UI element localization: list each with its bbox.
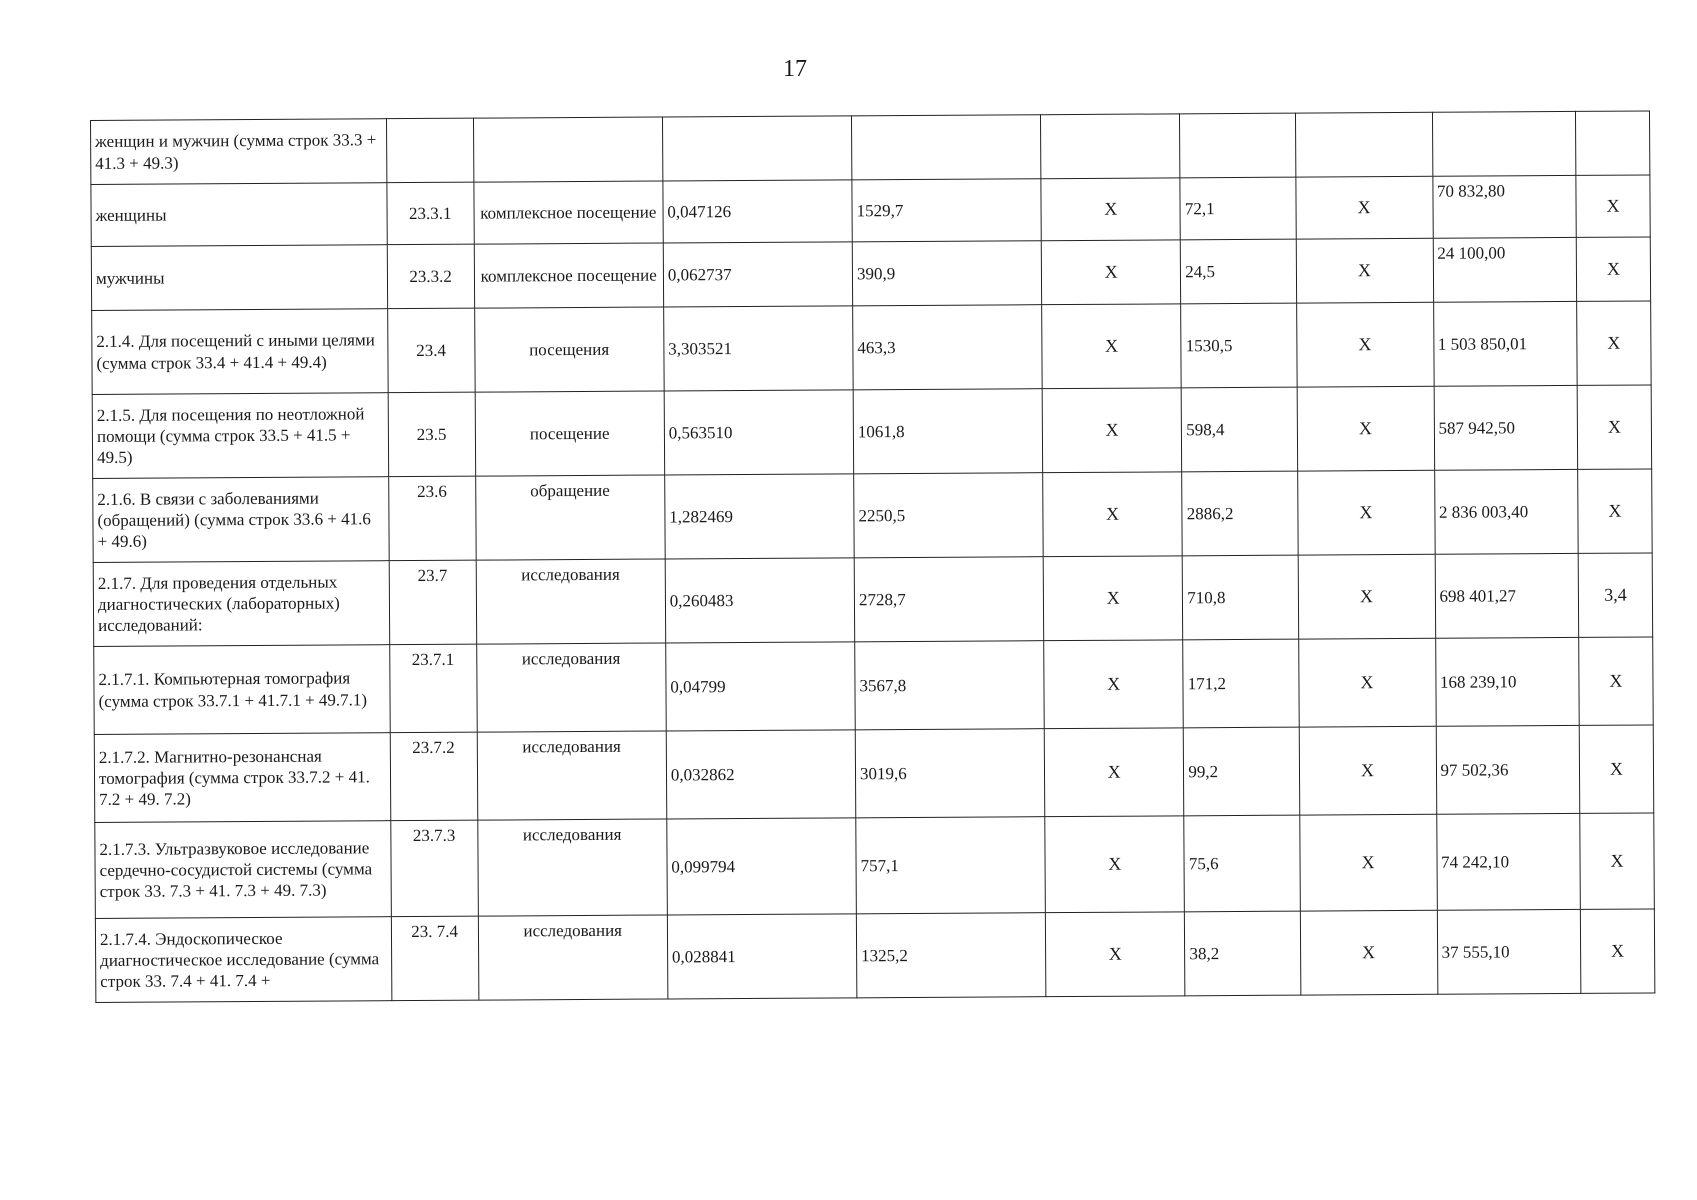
cell-per-capita: 38,2 (1185, 911, 1301, 996)
table-body (91, 111, 1655, 1003)
cell-col8: X (1298, 638, 1436, 727)
table-row (93, 553, 1652, 647)
cell-per-capita: 72,1 (1180, 177, 1296, 240)
cell-row-code: 23.7.1 (389, 644, 477, 733)
cell-col10: 3,4 (1578, 553, 1653, 637)
cell-normative-cost: 1325,2 (856, 913, 1046, 998)
cell-col6 (1041, 114, 1181, 179)
cell-col10: X (1577, 385, 1652, 469)
cell-col6: X (1044, 640, 1184, 729)
cell-unit: исследования (477, 731, 667, 820)
cell-normative-cost: 2250,5 (854, 473, 1044, 558)
cell-col10: X (1579, 725, 1654, 813)
cell-unit: посещение (475, 391, 665, 476)
cell-normative-volume: 0,032862 (666, 730, 856, 819)
cell-col8: X (1298, 554, 1435, 639)
cell-normative-cost: 757,1 (856, 817, 1046, 914)
cell-unit: комплексное посещение (474, 181, 664, 244)
cell-total-cost: 70 832,80 (1432, 175, 1576, 238)
cell-per-capita: 24,5 (1181, 239, 1297, 304)
cell-unit: исследования (477, 819, 667, 916)
cell-col8 (1295, 112, 1432, 177)
cell-col10: X (1577, 301, 1652, 385)
cell-row-code: 23.7 (389, 560, 476, 645)
cell-col6: X (1041, 178, 1181, 241)
cell-indicator: 2.1.7.4. Эндоскопическое диагностическое исследование (сумма строк 33. 7.4 + 41. 7.4 + (95, 917, 391, 1003)
cell-normative-cost: 1061,8 (853, 389, 1043, 474)
cell-normative-cost (851, 115, 1041, 180)
table-row (92, 301, 1651, 395)
cell-col10 (1575, 111, 1649, 175)
cell-normative-volume: 0,062737 (663, 242, 853, 307)
table-container (90, 110, 1655, 1003)
cell-normative-cost: 1529,7 (852, 179, 1042, 242)
cell-unit: обращение (475, 475, 665, 560)
cell-row-code: 23.6 (388, 476, 475, 561)
cell-col10: X (1578, 469, 1653, 553)
cell-normative-cost: 3567,8 (855, 641, 1045, 730)
cell-col8: X (1297, 386, 1434, 471)
table-row (95, 909, 1654, 1003)
table-row (94, 637, 1654, 735)
cell-total-cost: 37 555,10 (1437, 909, 1581, 994)
cell-indicator: 2.1.7. Для проведения отдельных диагностических (лабораторных) исследований: (93, 561, 389, 647)
cell-total-cost: 97 502,36 (1436, 725, 1580, 814)
cell-indicator: 2.1.4. Для посещений с иными целями (сумма строк 33.4 + 41.4 + 49.4) (92, 309, 388, 395)
table-row (93, 469, 1652, 563)
cell-normative-cost: 390,9 (852, 241, 1042, 306)
cell-normative-volume: 0,028841 (667, 914, 857, 999)
cell-per-capita: 99,2 (1184, 727, 1300, 816)
cell-indicator: 2.1.7.3. Ультразвуковое исследование сердечно-сосудистой системы (сумма строк 33. 7.3 + 41. 7.3 + 49. 7.3) (95, 821, 391, 919)
cell-normative-cost: 463,3 (853, 305, 1043, 390)
cell-col6: X (1046, 912, 1186, 997)
cell-col10: X (1576, 175, 1650, 237)
table-row (91, 237, 1650, 311)
cell-total-cost: 24 100,00 (1433, 237, 1577, 302)
cell-indicator: мужчины (91, 245, 387, 311)
cell-col8: X (1299, 726, 1437, 815)
cell-normative-volume: 0,047126 (663, 180, 853, 243)
cell-row-code: 23.4 (387, 308, 474, 393)
cell-col6: X (1041, 240, 1181, 305)
cell-col8: X (1296, 238, 1433, 303)
cell-indicator: 2.1.7.2. Магнитно-резонансная томография (сумма строк 33.7.2 + 41. 7.2 + 49. 7.2) (94, 733, 390, 823)
cell-col6: X (1043, 472, 1183, 557)
cell-row-code: 23.5 (388, 392, 475, 477)
cell-col6: X (1042, 388, 1182, 473)
cell-total-cost: 168 239,10 (1435, 637, 1579, 726)
cell-total-cost: 1 503 850,01 (1433, 301, 1577, 386)
cell-per-capita: 1530,5 (1181, 303, 1297, 388)
cell-row-code: 23.3.2 (387, 244, 474, 309)
cell-total-cost: 74 242,10 (1436, 813, 1580, 910)
cell-row-code: 23.3.1 (387, 182, 474, 245)
cell-col10: X (1576, 237, 1650, 301)
cell-unit (473, 117, 663, 182)
table-row (91, 175, 1650, 247)
cell-col6: X (1044, 728, 1184, 817)
cell-col8: X (1296, 302, 1433, 387)
cell-indicator: 2.1.5. Для посещения по неотложной помощи (сумма строк 33.5 + 41.5 + 49.5) (92, 393, 388, 479)
cell-total-cost: 587 942,50 (1434, 385, 1578, 470)
cell-normative-volume: 1,282469 (665, 474, 855, 559)
cell-unit: посещения (474, 307, 664, 392)
cell-row-code: 23. 7.4 (391, 916, 478, 1001)
cell-per-capita: 75,6 (1184, 815, 1300, 912)
cell-per-capita (1180, 113, 1296, 178)
cell-unit: исследования (476, 559, 666, 644)
cell-indicator: женщины (91, 183, 387, 247)
cell-normative-volume: 3,303521 (663, 306, 853, 391)
cell-per-capita: 171,2 (1183, 639, 1299, 728)
cell-total-cost: 698 401,27 (1435, 553, 1579, 638)
cell-col8: X (1297, 470, 1434, 555)
cell-normative-volume: 0,563510 (664, 390, 854, 475)
cell-row-code: 23.7.3 (390, 820, 478, 917)
cell-normative-volume: 0,260483 (665, 558, 855, 643)
cell-normative-volume (662, 116, 852, 181)
table-row (91, 111, 1650, 185)
cell-col8: X (1300, 910, 1437, 995)
cell-normative-cost: 2728,7 (854, 557, 1044, 642)
cell-unit: исследования (478, 915, 668, 1000)
cell-normative-cost: 3019,6 (855, 729, 1045, 818)
cell-col6: X (1042, 304, 1182, 389)
cell-col8: X (1295, 176, 1432, 239)
cell-col6: X (1045, 816, 1185, 913)
table-row (92, 385, 1651, 479)
cell-indicator: 2.1.6. В связи с заболеваниями (обращений) (сумма строк 33.6 + 41.6 + 49.6) (93, 477, 389, 563)
data-table (90, 110, 1655, 1003)
cell-col6: X (1043, 556, 1183, 641)
cell-col8: X (1299, 814, 1437, 911)
cell-per-capita: 710,8 (1182, 555, 1298, 640)
cell-total-cost: 2 836 003,40 (1434, 469, 1578, 554)
cell-normative-volume: 0,04799 (666, 642, 856, 731)
cell-total-cost (1432, 111, 1576, 176)
cell-per-capita: 2886,2 (1182, 471, 1298, 556)
cell-per-capita: 598,4 (1181, 387, 1297, 472)
cell-col10: X (1579, 637, 1654, 725)
cell-row-code: 23.7.2 (390, 732, 478, 821)
cell-row-code (386, 118, 473, 183)
cell-indicator: 2.1.7.1. Компьютерная томография (сумма строк 33.7.1 + 41.7.1 + 49.7.1) (94, 645, 390, 735)
table-row (94, 725, 1654, 823)
table-row (95, 813, 1655, 919)
cell-unit: комплексное посещение (474, 243, 664, 308)
cell-indicator: женщин и мужчин (сумма строк 33.3 + 41.3 + 49.3) (91, 119, 387, 185)
cell-col10: X (1580, 909, 1655, 993)
cell-col10: X (1580, 813, 1655, 909)
cell-normative-volume: 0,099794 (667, 818, 857, 915)
cell-unit: исследования (476, 643, 666, 732)
page-number: 17 (783, 56, 807, 82)
